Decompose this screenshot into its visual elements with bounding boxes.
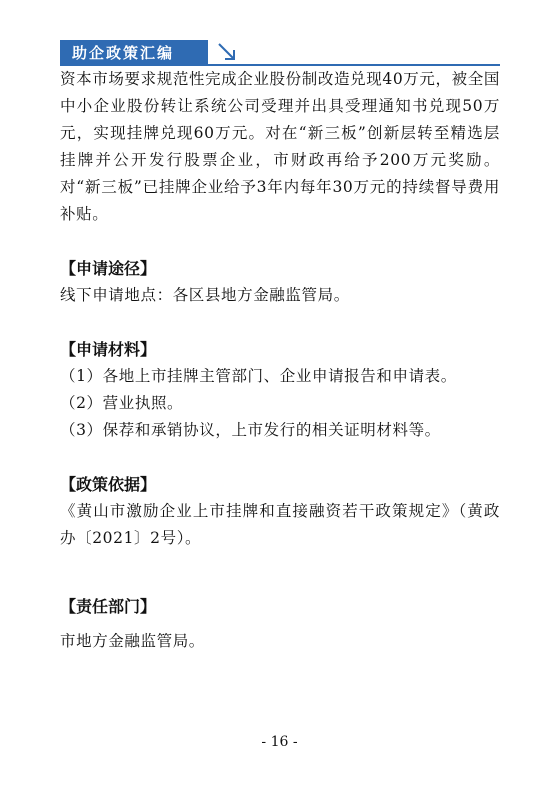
intro-paragraph: 资本市场要求规范性完成企业股份制改造兑现40万元，被全国中小企业股份转让系统公司受理并出具受理通知书兑现50万元，实现挂牌兑现60万元。对在“新三板”创新层转至精选层挂牌并公开发行股票企业，市财政再给予200万元奖励。对“新三板”已挂牌企业给予3年内每年30万元的持续督导费用补贴。 xyxy=(60,70,500,223)
section-line: 《黄山市激励企业上市挂牌和直接融资若干政策规定》（黄政办〔2021〕2号）。 xyxy=(60,502,500,547)
section-title-responsible-department: 【责任部门】 xyxy=(60,597,157,616)
page-content xyxy=(60,66,500,655)
section-header xyxy=(60,40,500,66)
section-title-application-channel: 【申请途径】 xyxy=(60,259,157,278)
section-title-materials: 【申请材料】 xyxy=(60,340,157,359)
header-label: 助企政策汇编 xyxy=(60,40,208,66)
arrow-down-right-icon xyxy=(216,41,238,63)
section-line: （1）各地上市挂牌主管部门、企业申请报告和申请表。 xyxy=(60,367,457,385)
section-line: （3）保荐和承销协议，上市发行的相关证明材料等。 xyxy=(60,421,441,439)
section-line: 市地方金融监管局。 xyxy=(60,632,205,650)
section-line: 线下申请地点：各区县地方金融监管局。 xyxy=(60,286,350,304)
section-line: （2）营业执照。 xyxy=(60,394,184,412)
page-number: - 16 - xyxy=(261,734,298,750)
section-title-policy-basis: 【政策依据】 xyxy=(60,475,157,494)
